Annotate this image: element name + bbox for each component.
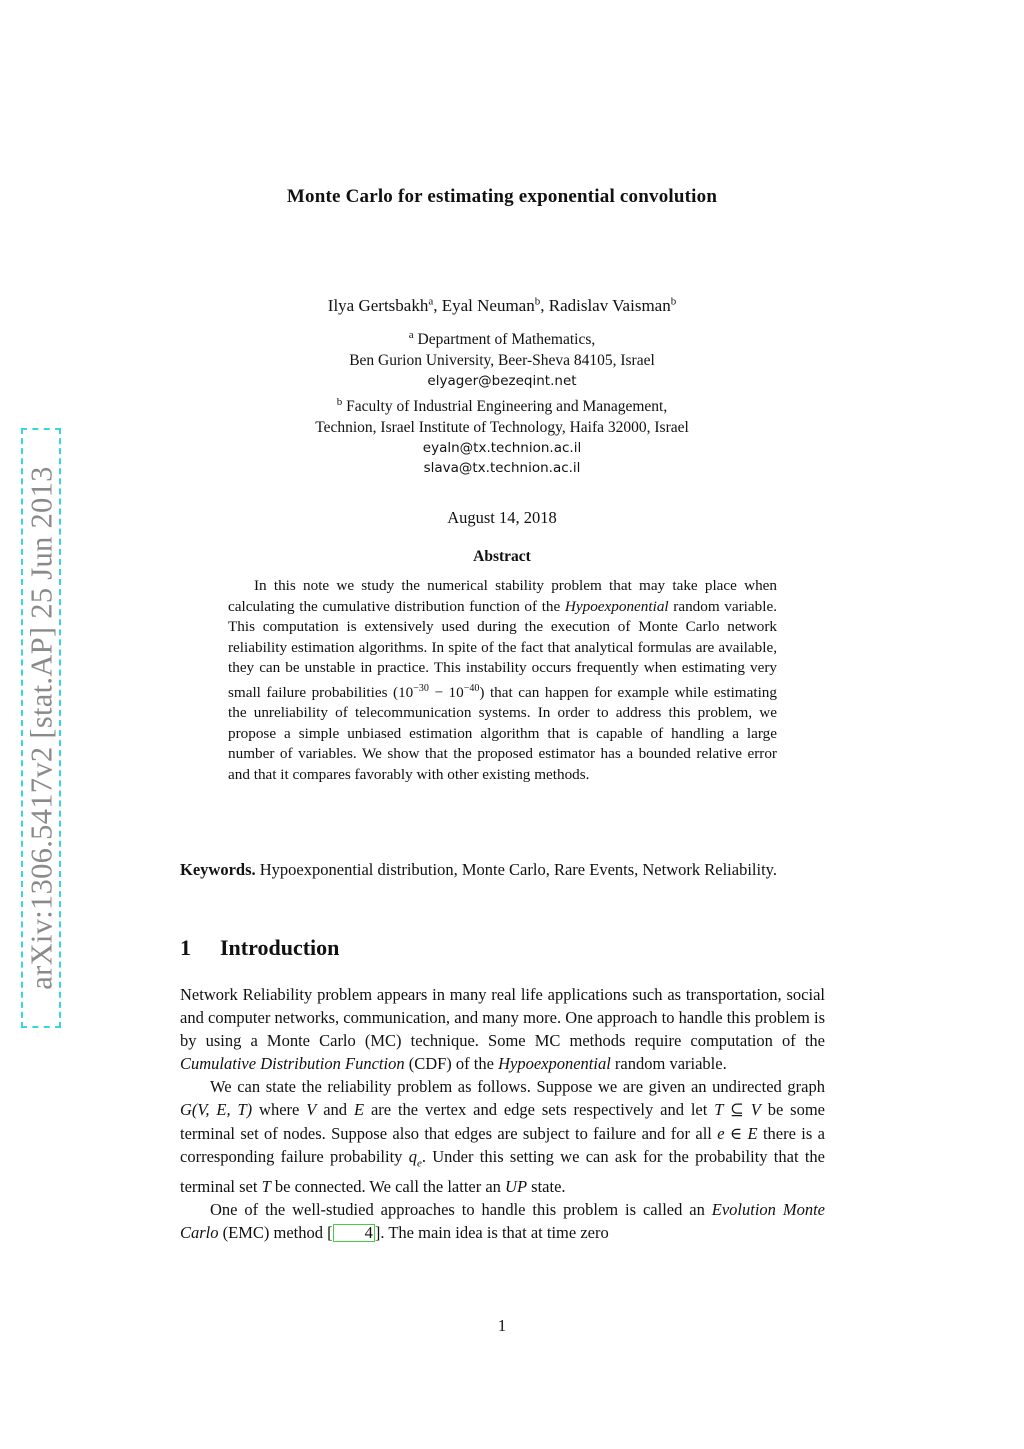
section-title: Introduction [220,935,340,960]
keywords-text: Hypoexponential distribution, Monte Carlo, Rare Events, Network Reliability. [255,860,777,879]
author-list: Ilya Gertsbakh$^a$, Eyal Neuman$^b$, Radislav Vaisman$^b$ [327,295,677,315]
author-email[interactable]: slava@tx.technion.ac.il [423,460,581,476]
section-number: 1 [180,935,191,960]
author-name: Ilya Gertsbakh [327,296,429,315]
author-name: Eyal Neuman [441,296,535,315]
affiliation-line: Department of Mathematics, [417,331,596,348]
abstract-heading: Abstract [473,548,531,565]
author-name: Radislav Vaisman [548,296,671,315]
keywords-label: Keywords. [180,860,256,879]
author-email[interactable]: eyaln@tx.technion.ac.il [422,440,582,456]
section-heading [180,935,339,961]
paper-title: Monte Carlo for estimating exponential convolution [286,186,718,207]
affiliation-a [0,329,1004,391]
paper-date: August 14, 2018 [447,508,557,527]
affiliation-line: Technion, Israel Institute of Technology, Haifa 32000, Israel [315,419,689,436]
keywords [180,858,825,881]
section-body [180,983,825,1244]
affiliation-mark: b [534,295,541,308]
affiliation-b [0,396,1004,478]
abstract-body: In this note we study the numerical stability problem that may take place when calculating the cumulative distribution function of the Hypoexponential random variable. This computation is extensively used during the execution of Monte Carlo network reliability estimation algorithms. In spite of the fact that analytical formulas are available, they can be unstable in practice. This instability occurs frequently when estimating very small failure probabilities $(10^{-30} - 10^{-40})$ that can happen for example while estimating the unreliability of telecommunication systems. In order to address this problem, we propose a simple unbiased estimation algorithm that is capable of handling a large number of variables. We show that the proposed estimator has a bounded relative error and that it compares favorably with other existing methods. [228,577,777,783]
affiliation-mark: b [336,395,343,408]
affiliation-line: Faculty of Industrial Engineering and Management, [346,398,668,415]
paragraph: One of the well-studied approaches to handle this problem is called an Evolution Monte Carlo (EMC) method [ 4 ]. The main idea is that at time zero [180,1200,826,1243]
affiliation-line: Ben Gurion University, Beer-Sheva 84105, Israel [349,352,655,369]
affiliation-mark: b [670,295,677,308]
affiliation-mark: a [428,295,434,308]
citation-link[interactable]: 4 [333,1224,375,1242]
page-number: 1 [497,1316,507,1335]
author-email[interactable]: elyager@bezeqint.net [427,373,577,389]
paragraph: We can state the reliability problem as follows. Suppose we are given an undirected graph G(V, E, T) where V and E are the vertex and edge sets respectively and let T ⊆ V be some terminal set of nodes. Suppose also that edges are subject to failure and for all e ∈ E there is a corresponding failure probability $q_e$. Under this setting we can ask for the probability that the terminal set T be connected. We call the latter an UP state. [180,1077,825,1197]
arxiv-stamp[interactable]: arXiv:1306.5417v2 [stat.AP] 25 Jun 2013 [24,466,59,990]
affiliation-mark: a [408,328,414,341]
paragraph: Network Reliability problem appears in many real life applications such as transportation, social and computer networks, communication, and many more. One approach to handle this problem is by using a Monte Carlo (MC) technique. Some MC methods require computation of the Cumulative Distribution Function (CDF) of the Hypoexponential random variable. [180,985,825,1074]
